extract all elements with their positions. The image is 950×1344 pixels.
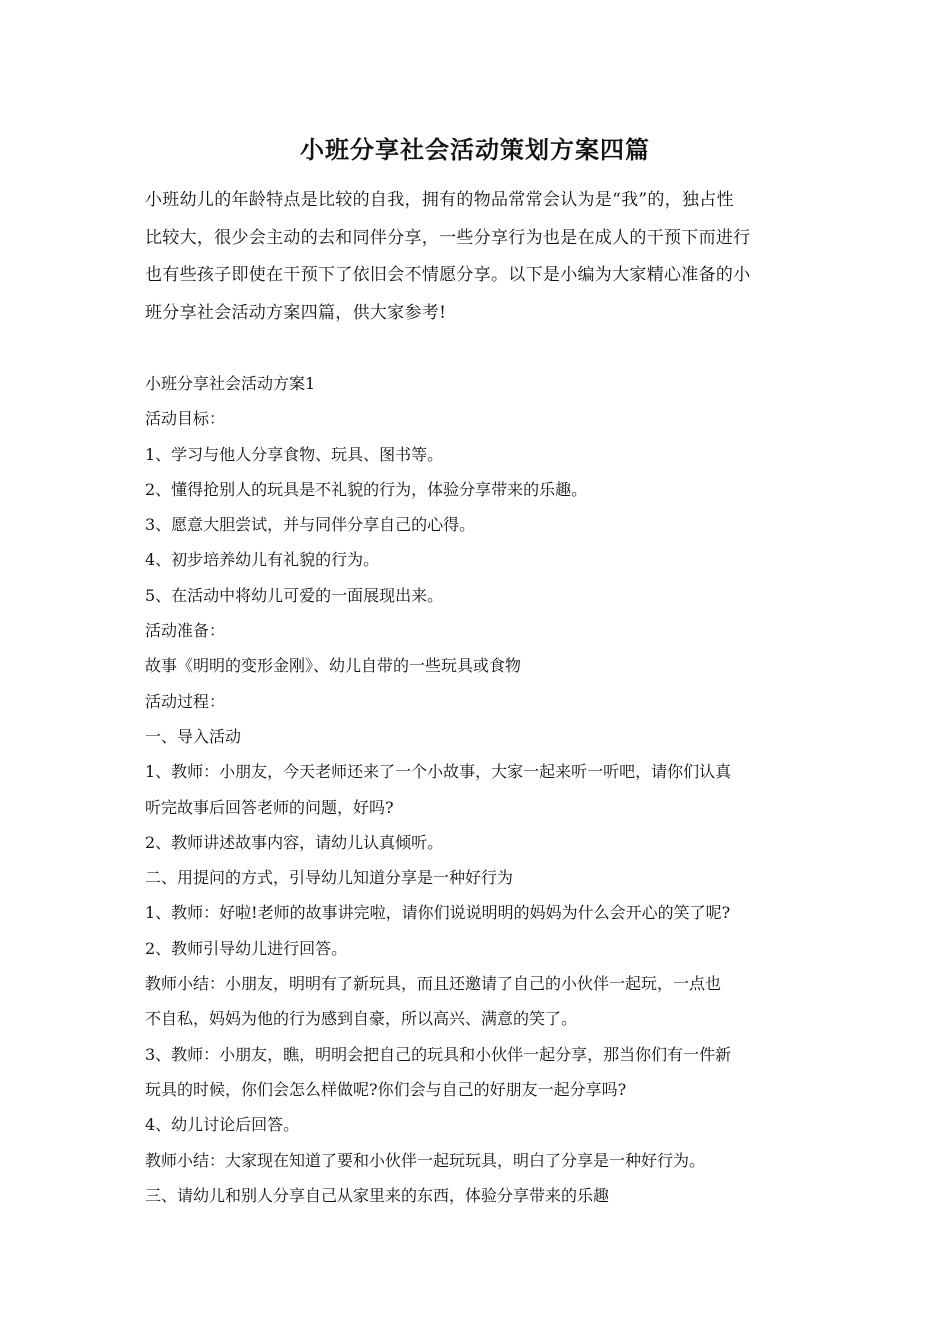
goal-item: 1、学习与他人分享食物、玩具、图书等。 xyxy=(145,444,444,464)
intro-line: 比较大，很少会主动的去和同伴分享，一些分享行为也是在成人的干预下而进行 xyxy=(145,227,751,248)
body-line: 1、教师：好啦!老师的故事讲完啦，请你们说说明明的妈妈为什么会开心的笑了呢? xyxy=(145,903,731,923)
goal-item: 3、愿意大胆尝试，并与同伴分享自己的心得。 xyxy=(145,515,476,535)
intro-paragraph xyxy=(145,182,813,332)
body-line: 1、教师：小朋友，今天老师还来了一个小故事，大家一起来听一听吧，请你们认真 xyxy=(145,762,732,782)
subheading-preparation: 活动准备： xyxy=(145,621,226,641)
section-heading: 小班分享社会活动方案1 xyxy=(145,374,316,393)
body-line: 教师小结：小朋友，明明有了新玩具，而且还邀请了自己的小伙伴一起玩，一点也 xyxy=(145,974,722,994)
goal-item: 5、在活动中将幼儿可爱的一面展现出来。 xyxy=(145,585,444,605)
body-line: 3、教师：小朋友，瞧，明明会把自己的玩具和小伙伴一起分享，那当你们有一件新 xyxy=(145,1044,732,1064)
document-body xyxy=(145,366,817,1213)
intro-line: 班分享社会活动方案四篇，供大家参考! xyxy=(145,302,447,323)
goal-item: 4、初步培养幼儿有礼貌的行为。 xyxy=(145,550,380,570)
intro-line: 小班幼儿的年龄特点是比较的自我，拥有的物品常常会认为是“我”的，独占性 xyxy=(145,190,734,210)
process-step-heading: 二、用提问的方式，引导幼儿知道分享是一种好行为 xyxy=(145,868,514,888)
body-line: 教师小结：大家现在知道了要和小伙伴一起玩玩具，明白了分享是一种好行为。 xyxy=(145,1150,706,1170)
process-step-heading: 三、请幼儿和别人分享自己从家里来的东西，体验分享带来的乐趣 xyxy=(145,1185,610,1205)
preparation-text: 故事《明明的变形金刚》、幼儿自带的一些玩具或食物 xyxy=(145,656,522,676)
body-line: 2、教师引导幼儿进行回答。 xyxy=(145,938,348,958)
process-step-heading: 一、导入活动 xyxy=(145,726,242,746)
body-line: 不自私，妈妈为他的行为感到自豪，所以高兴、满意的笑了。 xyxy=(145,1009,578,1029)
body-line: 听完故事后回答老师的问题，好吗? xyxy=(145,797,394,817)
subheading-goals: 活动目标： xyxy=(145,409,226,429)
body-line: 2、教师讲述故事内容，请幼儿认真倾听。 xyxy=(145,832,444,852)
subheading-process: 活动过程： xyxy=(145,691,226,711)
goal-item: 2、懂得抢别人的玩具是不礼貌的行为，体验分享带来的乐趣。 xyxy=(145,479,588,499)
intro-line: 也有些孩子即使在干预下了依旧会不情愿分享。以下是小编为大家精心准备的小 xyxy=(145,265,751,285)
document-title: 小班分享社会活动策划方案四篇 xyxy=(300,135,650,164)
body-line: 玩具的时候，你们会怎么样做呢?你们会与自己的好朋友一起分享吗? xyxy=(145,1079,627,1099)
body-line: 4、幼儿讨论后回答。 xyxy=(145,1115,300,1135)
